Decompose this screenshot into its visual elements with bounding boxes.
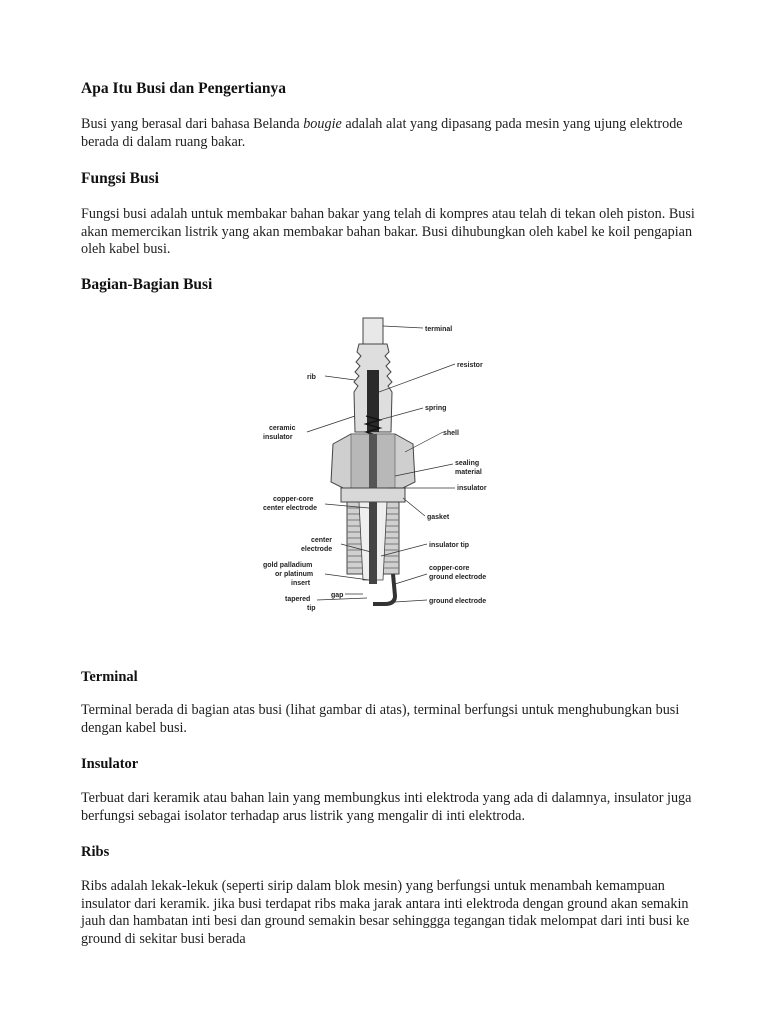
- label-gasket: gasket: [427, 514, 450, 521]
- paragraph-intro: [81, 116, 701, 151]
- label-terminal: terminal: [425, 326, 453, 333]
- label-shell: shell: [443, 430, 459, 437]
- label-insulator: insulator: [457, 485, 487, 492]
- heading-main: Apa Itu Busi dan Pengertianya: [81, 80, 286, 97]
- label-sealing-material: material: [455, 469, 482, 476]
- label-spring: spring: [425, 405, 447, 412]
- heading-terminal: Terminal: [81, 669, 138, 685]
- intro-italic-term: bougie: [303, 116, 342, 132]
- label-ground-electrode: ground electrode: [429, 598, 487, 605]
- intro-text-before: Busi yang berasal dari bahasa Belanda: [81, 116, 304, 132]
- paragraph-insulator: Terbuat dari keramik atau bahan lain yang membungkus inti elektroda yang ada di dalamnya, insulator juga berfungsi sebagai isolator terhadap arus listrik yang mengalir di inti elektroda.: [81, 790, 692, 824]
- heading-fungsi: Fungsi Busi: [81, 170, 159, 187]
- label-rib: rib: [307, 374, 316, 381]
- heading-bagian: Bagian-Bagian Busi: [81, 276, 213, 293]
- label-tapered: tapered: [285, 596, 311, 603]
- spark-plug-diagram: [255, 312, 515, 624]
- label-ground-electrode-copper: ground electrode: [429, 574, 487, 581]
- label-insert: insert: [291, 580, 311, 587]
- label-resistor: resistor: [457, 362, 483, 369]
- label-copper-core-ground: copper-core: [429, 565, 470, 572]
- label-center: center: [311, 537, 333, 544]
- label-copper-core: copper-core: [273, 496, 314, 503]
- intro-text-after: adalah alat yang dipasang pada mesin yang ujung elektrode berada di dalam ruang bakar.: [81, 116, 683, 150]
- label-tip: tip: [307, 605, 316, 612]
- paragraph-ribs: Ribs adalah lekak-lekuk (seperti sirip dalam blok mesin) yang berfungsi untuk menambah kemampuan insulator dari keramik. jika busi terdapat ribs maka jarak antara inti elektroda dengan ground akan semakin jauh dan hambatan inti besi dan ground semakin besar sehinggga tegangan tidak melompat dari inti busi ke ground di sekitar busi berada: [81, 878, 690, 947]
- label-ceramic: ceramic: [269, 425, 296, 432]
- paragraph-fungsi: Fungsi busi adalah untuk membakar bahan bakar yang telah di kompres atau telah di tekan oleh piston. Busi akan memercikan listrik yang akan membakar bahan bakar. Busi dihubungkan oleh kabel ke koil pengapian oleh kabel busi.: [81, 206, 695, 258]
- label-center-electrode: electrode: [301, 546, 333, 553]
- label-center-electrode-copper: center electrode: [263, 505, 318, 512]
- heading-ribs: Ribs: [81, 844, 110, 860]
- heading-insulator: Insulator: [81, 756, 139, 772]
- label-platinum: or platinum: [275, 571, 314, 578]
- label-gap: gap: [331, 592, 344, 599]
- label-ceramic-insulator: insulator: [263, 434, 293, 441]
- label-sealing: sealing: [455, 460, 480, 467]
- label-insulator-tip: insulator tip: [429, 542, 470, 549]
- paragraph-terminal: Terminal berada di bagian atas busi (lihat gambar di atas), terminal berfungsi untuk menghubungkan busi dengan kabel busi.: [81, 702, 680, 736]
- label-gold-palladium: gold palladium: [263, 562, 313, 569]
